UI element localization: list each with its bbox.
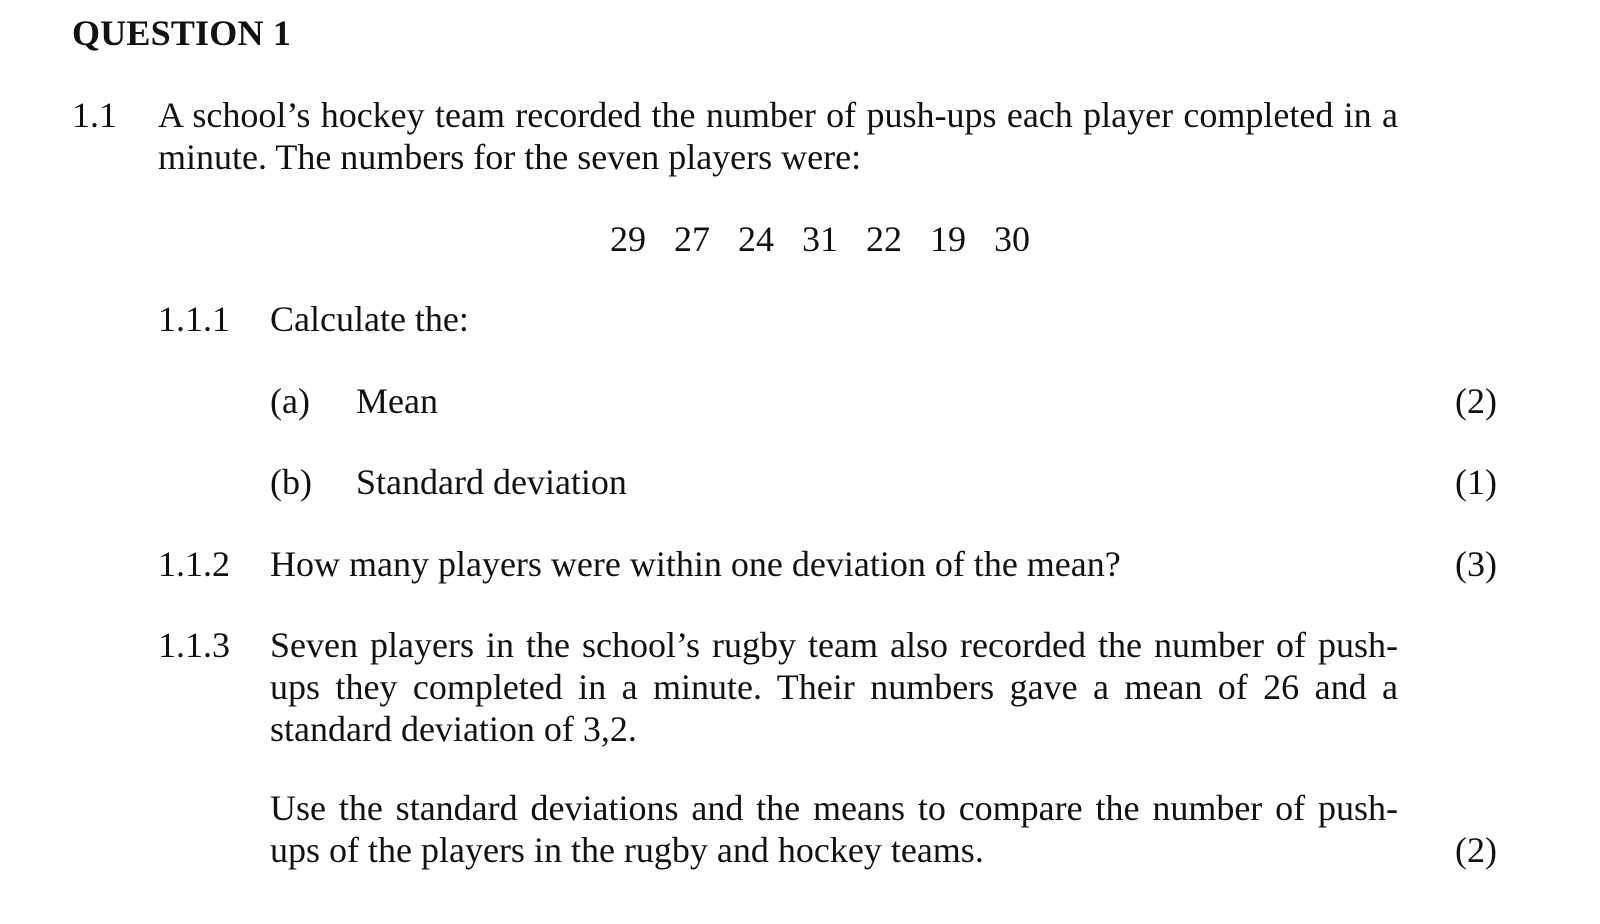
- question-1-1-3-marks: (2): [1455, 830, 1497, 870]
- subquestion-a-marks: (2): [1455, 381, 1497, 421]
- push-up-value: 22: [866, 219, 902, 259]
- subquestion-b-marks: (1): [1455, 462, 1497, 502]
- question-1-1-2-marks: (3): [1455, 544, 1497, 584]
- push-up-value: 29: [610, 219, 646, 259]
- push-up-value: 31: [802, 219, 838, 259]
- question-1-1-3-instruction: Use the standard deviations and the means to compare the number of push-ups of the players in the rugby and hockey teams.: [270, 788, 1398, 870]
- values-row: [596, 218, 1044, 260]
- push-up-value: 24: [738, 219, 774, 259]
- question-title: QUESTION 1: [72, 13, 292, 53]
- question-1-1-2-text: How many players were within one deviation of the mean?: [270, 544, 1121, 584]
- subquestion-b-text: Standard deviation: [356, 462, 627, 502]
- question-1-1-1-text: Calculate the:: [270, 299, 469, 339]
- question-1-1-intro: A school’s hockey team recorded the number of push-ups each player completed in a minute. The numbers for the seven players were:: [158, 95, 1398, 177]
- push-up-value: 19: [930, 219, 966, 259]
- push-up-value: 27: [674, 219, 710, 259]
- subquestion-a-text: Mean: [356, 381, 438, 421]
- push-up-values: [0, 218, 1600, 260]
- question-number-1-1-2: 1.1.2: [158, 544, 230, 584]
- subquestion-a-label: (a): [270, 381, 310, 421]
- question-1-1-3-text: Seven players in the school’s rugby team also recorded the number of push-ups they completed in a minute. Their numbers gave a mean of 26 and a standard deviation of 3,2.: [270, 625, 1398, 749]
- push-up-value: 30: [994, 219, 1030, 259]
- question-number-1-1: 1.1: [72, 95, 117, 135]
- subquestion-b-label: (b): [270, 462, 312, 502]
- question-number-1-1-3: 1.1.3: [158, 625, 230, 665]
- question-number-1-1-1: 1.1.1: [158, 299, 230, 339]
